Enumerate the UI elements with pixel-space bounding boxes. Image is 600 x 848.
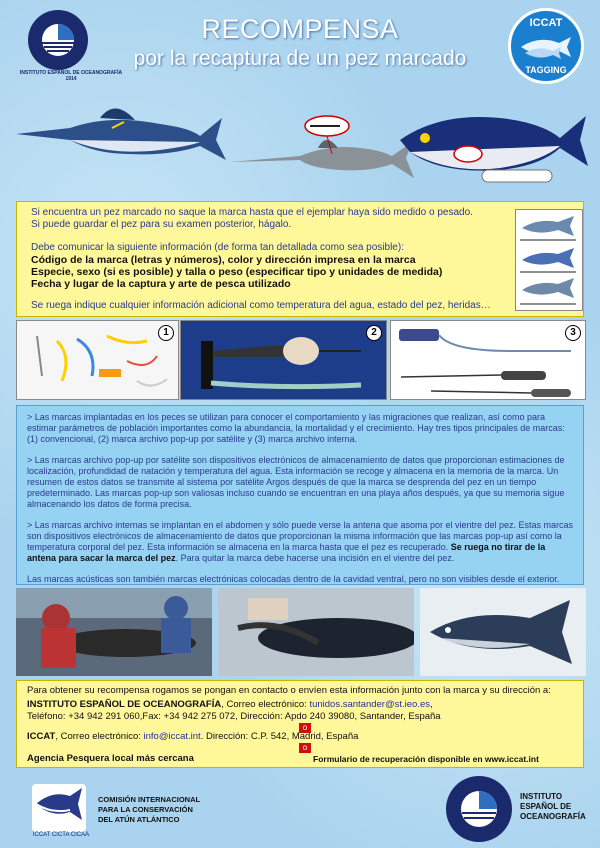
tagging-on-boat-icon xyxy=(16,588,212,676)
description-paragraph-2: > Las marcas archivo pop-up por satélite son dispositivos electrónicos de almacenamiento de datos que proporcionan estimaciones de localización, profundidad de natación y temperatura del agua. Esta información se recoge y almacena en la memoria de la marca. Un resumen de estos datos se transmite al sistema por satélite Argos después de que la marca se desprenda del pez en un tiempo predeterminado. Las marcas pop-up son valiosas incluso cuando se encuentran en una playa años después, ya que su memoria sigue almacenando los datos de forma precisa. xyxy=(27,455,565,509)
iccat-mail-label: , Correo electrónico: xyxy=(55,731,144,742)
iccat-address: . Dirección: C.P. 542, Madrid, España xyxy=(200,731,359,742)
iccat-name: ICCAT xyxy=(27,731,56,742)
ieo-footer-logo xyxy=(446,776,512,842)
iccat-email-link[interactable]: info@iccat.int xyxy=(143,731,201,742)
photo-number: 1 xyxy=(158,325,174,341)
photo-tagged-tuna xyxy=(420,588,586,676)
iccat-acronyms: ICCAT CICTA CICAA xyxy=(32,832,90,838)
measurement-diagram-icon xyxy=(516,210,582,310)
title-block xyxy=(120,14,480,71)
iccat-name-line-1: COMISIÓN INTERNACIONAL xyxy=(98,795,201,804)
ieo-contact xyxy=(27,699,577,711)
ieo-full-name xyxy=(520,792,586,822)
ieo-name-line-3: OCEANOGRAFÍA xyxy=(520,812,586,821)
description-paragraph-4: Las marcas acústicas son también marcas electrónicas colocadas dentro de la cavidad ventral, pero no son visibles desde el exterior. xyxy=(27,574,560,584)
conventional-tags-icon xyxy=(17,321,180,401)
photo-tagging-boat xyxy=(16,588,212,676)
required-item-2: Especie, sexo (si es posible) y talla o peso (especificar tipo y unidades de medida) xyxy=(31,266,443,278)
archival-tag-icon xyxy=(391,321,587,401)
iccat-logo xyxy=(32,784,86,832)
recovery-form-link[interactable]: Formulario de recuperación disponible en www.iccat.int xyxy=(313,754,539,764)
ieo-logo xyxy=(28,10,88,70)
iccat-name-line-3: DEL ATÚN ATLÁNTICO xyxy=(98,815,180,824)
description-paragraph-3-end: . Para quitar la marca debe hacerse una incisión en el vientre del pez. xyxy=(175,553,455,563)
or-separator: o xyxy=(299,723,311,733)
ieo-email-link[interactable]: tunidos.santander@st.ieo.es xyxy=(309,699,430,710)
instructions-box xyxy=(16,201,584,317)
photo-number: 3 xyxy=(565,325,581,341)
contact-box xyxy=(16,680,584,768)
ieo-mail-label: , Correo electrónico: xyxy=(221,699,310,710)
description-paragraph-3-text: > Las marcas archivo internas se implantan en el abdomen y sólo puede verse la antena que asoma por el vientre del pez. Estas marcas son dispositivos electrónicos de almacenamiento de datos que proporcionan la misma información que las marcas pop-up así como la temperatura corporal del pez. Esta información se almacena en la marca hasta que el pez es recuperado. xyxy=(27,520,574,552)
fish-illustrations xyxy=(0,96,600,200)
local-agency: Agencia Pesquera local más cercana xyxy=(27,753,194,764)
instruction-4: Se ruega indique cualquier información adicional como temperatura del agua, estado del pez, heridas… xyxy=(31,300,491,311)
tuna-photo-icon xyxy=(420,588,586,676)
instruction-3: Debe comunicar la siguiente información (de forma tan detallada como sea posible): xyxy=(31,242,404,253)
tag-implant-icon xyxy=(218,588,414,676)
footer xyxy=(0,770,600,848)
badge-bottom-text: TAGGING xyxy=(525,65,567,75)
photo-number: 2 xyxy=(366,325,382,341)
ieo-emblem-icon xyxy=(446,776,512,842)
required-item-1: Código de la marca (letras y números), color y dirección impresa en la marca xyxy=(31,254,416,266)
badge-top-text: ICCAT xyxy=(529,17,563,29)
ieo-logo-ring-text: INSTITUTO ESPAÑOL DE OCEANOGRAFÍA 1914 xyxy=(19,70,123,82)
iccat-name-line-2: PARA LA CONSERVACIÓN xyxy=(98,805,193,814)
photo-popup-satellite-tag xyxy=(180,320,387,400)
antenna-warning: Se ruega no tirar de la antena para sacar la marca del pez xyxy=(27,542,546,563)
page-subtitle: por la recaptura de un pez marcado xyxy=(133,47,467,70)
iccat-contact xyxy=(27,731,577,743)
instruction-1: Si encuentra un pez marcado no saque la marca hasta que el ejemplar haya sido medido o pesado. xyxy=(31,207,473,218)
description-paragraph-1: > Las marcas implantadas en los peces se utilizan para conocer el comportamiento y las migraciones que realizan, así como para estimar parámetros de población importantes como la abundancia, la mortalidad y el crecimiento. Hay tres tipos principales de marcas: (1) convencional, (2) marca archivo pop-up por satélite y (3) marca archivo interna. xyxy=(27,412,565,444)
bluefin-tuna-icon xyxy=(400,116,588,182)
description-paragraph-3 xyxy=(27,520,575,564)
iccat-fish-logo-icon xyxy=(32,784,86,824)
ieo-name-line-1: INSTITUTO xyxy=(520,792,563,801)
ieo-phone-address: Teléfono: +34 942 291 060,Fax: +34 942 275 072, Dirección: Apdo 240 39080, Santander, España xyxy=(27,711,441,722)
fish-measure-diagram xyxy=(515,209,583,311)
ieo-mail-end: , xyxy=(430,699,433,710)
page-title: RECOMPENSA xyxy=(201,14,399,44)
iccat-full-name xyxy=(98,795,200,825)
photo-conventional-tags xyxy=(16,320,179,400)
marlin-icon xyxy=(16,108,226,160)
photo-internal-archival-tag xyxy=(390,320,586,400)
header xyxy=(0,0,600,92)
tag-description-box xyxy=(16,405,584,585)
instruction-2: Si puede guardar el pez para su examen posterior, hágalo. xyxy=(31,219,292,230)
photo-tag-implant xyxy=(218,588,414,676)
tagged-fish-illustration xyxy=(0,96,600,200)
iccat-tagging-badge xyxy=(508,8,584,84)
required-item-3: Fecha y lugar de la captura y arte de pesca utilizado xyxy=(31,278,291,290)
or-separator: o xyxy=(299,743,311,753)
tuna-silhouette-icon xyxy=(519,33,575,61)
ieo-name-line-2: ESPAÑOL DE xyxy=(520,802,572,811)
popup-tag-icon xyxy=(181,321,388,401)
swordfish-icon xyxy=(230,116,414,178)
contact-intro: Para obtener su recompensa rogamos se pongan en contacto o envíen esta información junto con la marca y su dirección a: xyxy=(27,685,551,696)
ieo-emblem-icon xyxy=(28,10,88,70)
ieo-name: INSTITUTO ESPAÑOL DE OCEANOGRAFÍA xyxy=(27,699,222,710)
